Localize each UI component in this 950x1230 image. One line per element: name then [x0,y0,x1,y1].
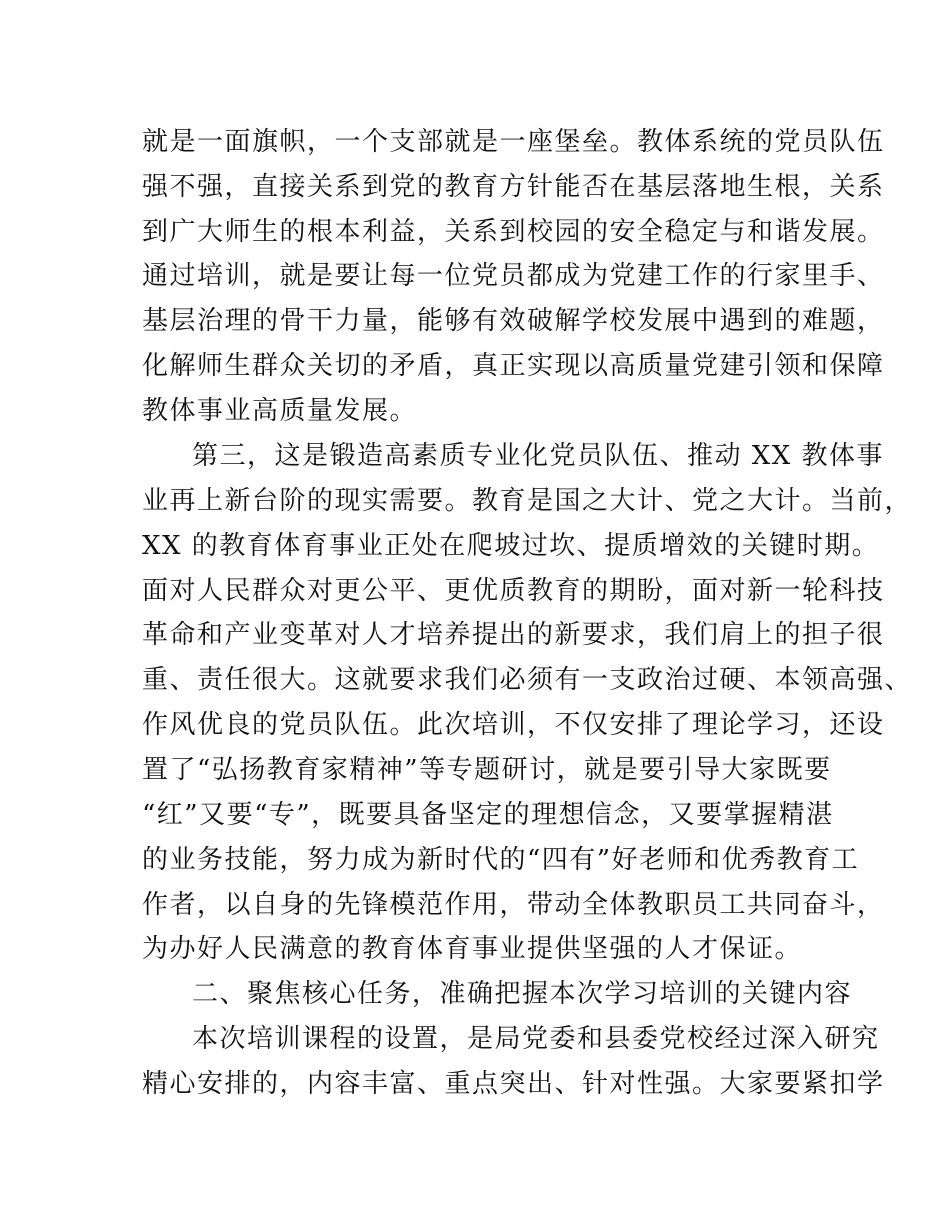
paragraph-first-line: 本次培训课程的设置，是局党委和县委党校经过深入研究 [192,1024,880,1054]
text-line: 面对人民群众对更公平、更优质教育的期盼，面对新一轮科技 [142,576,885,606]
text-line: 重、责任很大。这就要求我们必须有一支政治过硬、本领高强、 [142,665,913,695]
text-line: 基层治理的骨干力量，能够有效破解学校发展中遇到的难题， [142,306,885,336]
text-line: 革命和产业变革对人才培养提出的新要求，我们肩上的担子很 [142,620,885,650]
text-line: 通过培训，就是要让每一位党员都成为党建工作的行家里手、 [142,261,885,291]
text-line: 为办好人民满意的教育体育事业提供坚强的人才保证。 [142,934,803,964]
text-line: 就是一面旗帜，一个支部就是一座堡垒。教体系统的党员队伍 [142,127,885,157]
text-line: “红”又要“专”，既要具备坚定的理想信念，又要掌握精湛 [142,800,834,830]
text-line: 的业务技能，努力成为新时代的“四有”好老师和优秀教育工 [142,845,860,875]
text-line: 到广大师生的根本利益，关系到校园的安全稳定与和谐发展。 [142,217,885,247]
section-heading: 二、聚焦核心任务，准确把握本次学习培训的关键内容 [192,979,853,1009]
text-line: 化解师生群众关切的矛盾，真正实现以高质量党建引领和保障 [142,351,885,381]
text-line: 业再上新台阶的现实需要。教育是国之大计、党之大计。当前， [142,486,913,516]
text-line: 精心安排的，内容丰富、重点突出、针对性强。大家要紧扣学 [142,1069,885,1099]
text-line: 作者，以自身的先锋模范作用，带动全体教职员工共同奋斗， [142,890,885,920]
paragraph-first-line: 第三，这是锻造高素质专业化党员队伍、推动 XX 教体事 [192,441,885,471]
text-line: 作风优良的党员队伍。此次培训，不仅安排了理论学习，还设 [142,710,885,740]
text-line: 教体事业高质量发展。 [142,396,418,426]
text-line: 强不强，直接关系到党的教育方针能否在基层落地生根，关系 [142,172,885,202]
text-line: XX 的教育体育事业正处在爬坡过坎、提质增效的关键时期。 [142,531,880,561]
text-line: 置了“弘扬教育家精神”等专题研讨，就是要引导大家既要 [142,755,832,785]
